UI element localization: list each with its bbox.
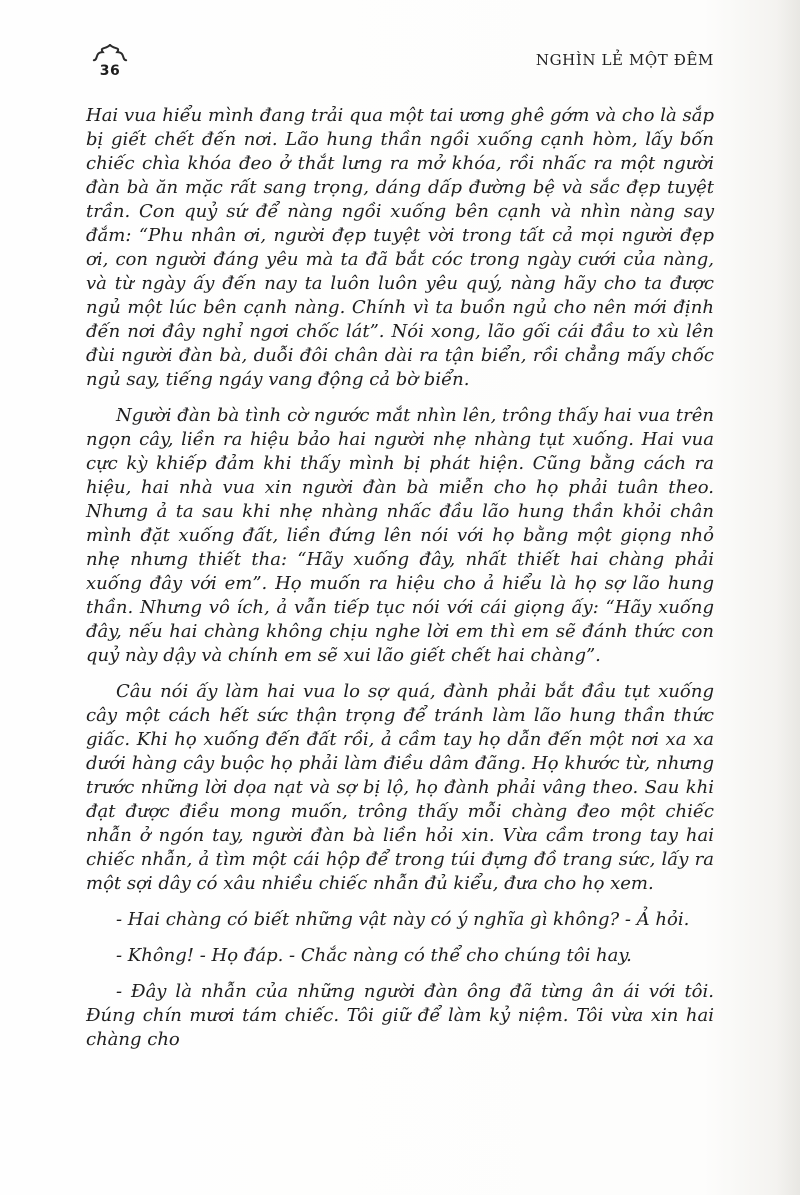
body-text xyxy=(86,104,714,1052)
running-head-title: NGHÌN LẺ MỘT ĐÊM xyxy=(535,51,714,69)
publisher-logo-block xyxy=(86,44,134,79)
paragraph-6: - Đây là nhẫn của những người đàn ông đã từng ân ái với tôi. Đúng chín mươi tám chiếc. Tôi giữ để làm kỷ niệm. Tôi vừa xin hai chàng cho xyxy=(86,981,714,1050)
paragraph-2: Người đàn bà tình cờ ngước mắt nhìn lên, trông thấy hai vua trên ngọn cây, liền ra hiệu bảo hai người nhẹ nhàng tụt xuống. Hai vua cực kỳ khiếp đảm khi thấy mình bị phát hiện. Cũng bằng cách ra hiệu, hai nhà vua xin người đàn bà miễn cho họ phải tuân theo. Nhưng ả ta sau khi nhẹ nhàng nhấc đầu lão hung thần khỏi chân mình đặt xuống đất, liền đứng lên nói với họ bằng một giọng nhỏ nhẹ nhưng thiết tha: “Hãy xuống đây, nhất thiết hai chàng phải xuống đây với em”. Họ muốn ra hiệu cho ả hiểu là họ sợ lão hung thần. Nhưng vô ích, ả vẫn tiếp tục nói với cái giọng ấy: “Hãy xuống đây, nếu hai chàng không chịu nghe lời em thì em sẽ đánh thức con quỷ này dậy và chính em sẽ xui lão giết chết hai chàng”. xyxy=(86,405,714,666)
page-header xyxy=(86,44,714,88)
paragraph-1: Hai vua hiểu mình đang trải qua một tai ương ghê gớm và cho là sắp bị giết chết đến nơi. Lão hung thần ngồi xuống cạnh hòm, lấy bốn chiếc chìa khóa đeo ở thắt lưng ra mở khóa, rồi nhấc ra một người đàn bà ăn mặc rất sang trọng, dáng dấp đường bệ và sắc đẹp tuyệt trần. Con quỷ sứ để nàng ngồi xuống bên cạnh và nhìn nàng say đắm: “Phu nhân ơi, người đẹp tuyệt vời trong tất cả mọi người đẹp ơi, con người đáng yêu mà ta đã bắt cóc trong ngày cưới của nàng, và từ ngày ấy đến nay ta luôn luôn yêu quý, nàng hãy cho ta được ngủ một lúc bên cạnh nàng. Chính vì ta buồn ngủ cho nên mới định đến nơi đây nghỉ ngơi chốc lát”. Nói xong, lão gối cái đầu to xù lên đùi người đàn bà, duỗi đôi chân dài ra tận biển, rồi chẳng mấy chốc ngủ say, tiếng ngáy vang động cả bờ biển. xyxy=(86,105,714,390)
ornament-icon xyxy=(92,44,128,62)
dialogue-line-1: - Hai chàng có biết những vật này có ý nghĩa gì không? - Ả hỏi. xyxy=(116,909,690,930)
paragraph-3: Câu nói ấy làm hai vua lo sợ quá, đành phải bắt đầu tụt xuống cây một cách hết sức thận trọng để tránh làm lão hung thần thức giấc. Khi họ xuống đến đất rồi, ả cầm tay họ dẫn đến một nơi xa xa dưới hàng cây buộc họ phải làm điều dâm đãng. Họ khước từ, nhưng trước những lời dọa nạt và sợ bị lộ, họ đành phải vâng theo. Sau khi đạt được điều mong muốn, trông thấy mỗi chàng đeo một chiếc nhẫn ở ngón tay, người đàn bà liền hỏi xin. Vừa cầm trong tay hai chiếc nhẫn, ả tìm một cái hộp để trong túi đựng đồ trang sức, lấy ra một sợi dây có xâu nhiều chiếc nhẫn đủ kiểu, đưa cho họ xem. xyxy=(86,681,714,894)
dialogue-line-2: - Không! - Họ đáp. - Chắc nàng có thể cho chúng tôi hay. xyxy=(116,945,632,966)
page-number: 36 xyxy=(99,63,121,79)
